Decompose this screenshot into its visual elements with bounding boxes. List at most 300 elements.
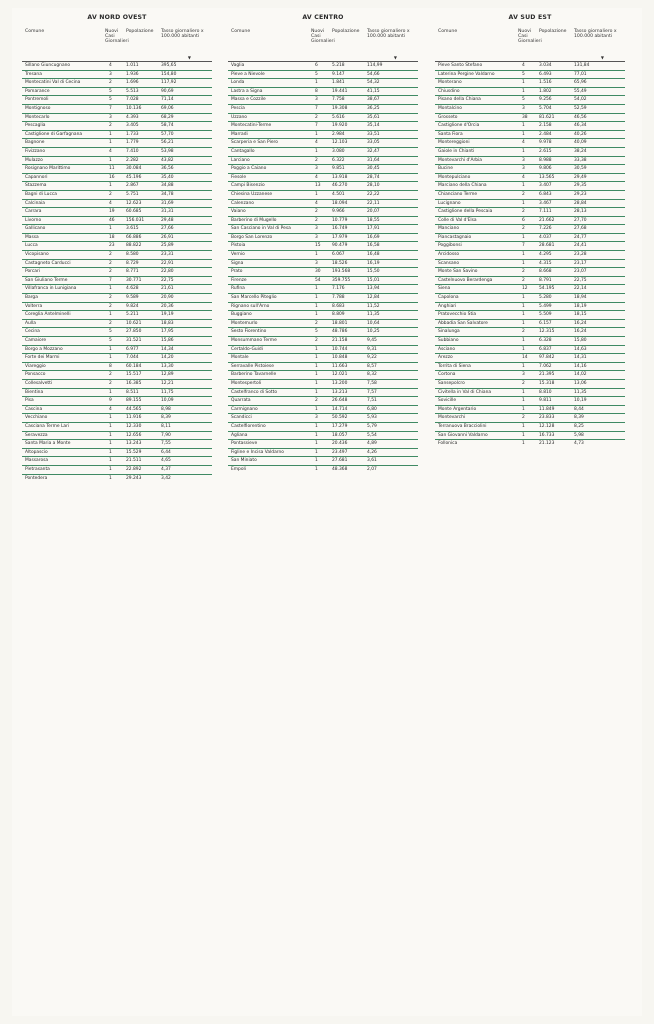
header-nuovi-casi[interactable]: Nuovi Casi Giornalieri xyxy=(105,29,129,45)
cell-tasso: 13,06 xyxy=(574,380,587,386)
cell-tasso: 90,69 xyxy=(161,88,174,94)
cell-comune: Torrita di Siena xyxy=(438,363,471,369)
cell-tasso: 4,26 xyxy=(367,449,377,455)
cell-nuovi-casi: 1 xyxy=(315,148,318,154)
table-row xyxy=(435,311,625,320)
cell-nuovi-casi: 5 xyxy=(109,97,112,103)
cell-popolazione: 4.315 xyxy=(539,260,552,266)
cell-comune: Sovicille xyxy=(438,398,457,404)
cell-tasso: 22,22 xyxy=(367,191,380,197)
cell-nuovi-casi: 1 xyxy=(522,123,525,129)
cell-popolazione: 27.850 xyxy=(126,329,142,335)
cell-tasso: 23,17 xyxy=(574,260,587,266)
cell-popolazione: 15.318 xyxy=(539,380,555,386)
table-row xyxy=(22,251,212,260)
table-row xyxy=(228,449,418,458)
header-nuovi-casi[interactable]: Nuovi Casi Giornalieri xyxy=(518,29,542,45)
table-row xyxy=(435,328,625,337)
table-header xyxy=(435,27,625,62)
cell-comune: Altopascio xyxy=(25,449,48,455)
cell-comune: Seravezza xyxy=(25,432,48,438)
cell-popolazione: 9.256 xyxy=(539,97,552,103)
cell-comune: Grosseto xyxy=(438,114,458,120)
cell-popolazione: 6.977 xyxy=(126,346,139,352)
cell-nuovi-casi: 23 xyxy=(109,243,115,249)
table-row xyxy=(228,371,418,380)
cell-comune: Empoli xyxy=(231,466,246,472)
cell-comune: Poggio a Caiano xyxy=(231,166,267,172)
cell-comune: Castelnuovo Berardenga xyxy=(438,277,493,283)
cell-tasso: 30,45 xyxy=(367,166,380,172)
cell-popolazione: 10.744 xyxy=(332,346,348,352)
cell-nuovi-casi: 2 xyxy=(109,295,112,301)
cell-tasso: 15,80 xyxy=(574,338,587,343)
cell-comune: Civitella in Val di Chiana xyxy=(438,389,492,395)
cell-tasso: 46,34 xyxy=(574,123,587,129)
cell-comune: Pontedera xyxy=(25,475,48,481)
cell-nuovi-casi: 2 xyxy=(315,338,318,343)
table-row xyxy=(435,406,625,415)
cell-nuovi-casi: 4 xyxy=(109,63,112,68)
cell-popolazione: 2.484 xyxy=(539,131,552,137)
cell-tasso: 56,21 xyxy=(161,140,174,146)
cell-comune: Pieve Santo Stefano xyxy=(438,63,483,68)
cell-tasso: 13,30 xyxy=(161,363,174,369)
header-popolazione[interactable]: Popolazione xyxy=(126,29,154,34)
cell-tasso: 31,69 xyxy=(161,200,174,206)
cell-tasso: 54,32 xyxy=(367,80,380,86)
cell-popolazione: 5.280 xyxy=(539,295,552,301)
cell-nuovi-casi: 1 xyxy=(315,295,318,301)
table-row xyxy=(228,260,418,269)
cell-tasso: 7,57 xyxy=(367,389,377,395)
header-nuovi-casi[interactable]: Nuovi Casi Giornalieri xyxy=(311,29,335,45)
cell-nuovi-casi: 1 xyxy=(109,466,112,472)
cell-nuovi-casi: 1 xyxy=(522,303,525,309)
cell-tasso: 32,47 xyxy=(367,148,380,154)
cell-tasso: 12,89 xyxy=(161,372,174,378)
table-row xyxy=(435,389,625,398)
cell-comune: Pescaglia xyxy=(25,123,46,129)
cell-comune: Abbadia San Salvatore xyxy=(438,320,488,326)
cell-nuovi-casi: 5 xyxy=(315,329,318,335)
table-row xyxy=(228,148,418,157)
cell-tasso: 7,58 xyxy=(367,380,377,386)
cell-comune: Montecarlo xyxy=(25,114,50,120)
cell-popolazione: 10.848 xyxy=(332,355,348,361)
cell-tasso: 14,34 xyxy=(161,346,174,352)
cell-tasso: 7,90 xyxy=(161,432,171,438)
cell-tasso: 23,31 xyxy=(161,252,174,258)
cell-nuovi-casi: 2 xyxy=(109,123,112,129)
cell-tasso: 27,68 xyxy=(574,226,587,232)
cell-popolazione: 4.501 xyxy=(332,191,345,197)
cell-tasso: 5,54 xyxy=(367,432,377,438)
cell-nuovi-casi: 1 xyxy=(109,415,112,421)
table-row xyxy=(435,432,625,441)
cell-nuovi-casi: 1 xyxy=(315,458,318,464)
cell-tasso: 10,09 xyxy=(161,398,174,404)
cell-nuovi-casi: 1 xyxy=(315,380,318,386)
cell-comune: Larciano xyxy=(231,157,250,163)
cell-popolazione: 18.094 xyxy=(332,200,348,206)
table-row xyxy=(435,105,625,114)
cell-tasso: 10,25 xyxy=(367,329,380,335)
cell-popolazione: 12.021 xyxy=(332,372,348,378)
cell-tasso: 29,49 xyxy=(574,174,587,180)
table-row xyxy=(22,432,212,441)
cell-popolazione: 14.714 xyxy=(332,406,348,412)
cell-tasso: 16,24 xyxy=(574,329,587,335)
cell-comune: Bientina xyxy=(25,389,44,395)
cell-nuovi-casi: 6 xyxy=(315,63,318,68)
cell-tasso: 33,51 xyxy=(367,131,380,137)
cell-comune: Montevarchi d'Arbia xyxy=(438,157,482,163)
cell-tasso: 14,20 xyxy=(161,355,174,361)
cell-nuovi-casi: 2 xyxy=(522,191,525,197)
cell-popolazione: 193.568 xyxy=(332,269,351,275)
cell-nuovi-casi: 2 xyxy=(315,157,318,163)
table-row xyxy=(228,457,418,466)
cell-tasso: 16,58 xyxy=(367,243,380,249)
sort-desc-icon[interactable]: ▼ xyxy=(393,54,397,60)
cell-popolazione: 21.662 xyxy=(539,217,555,223)
cell-nuovi-casi: 2 xyxy=(315,217,318,223)
header-comune[interactable]: Comune xyxy=(231,29,251,34)
cell-comune: Borgo a Mozzano xyxy=(25,346,63,352)
cell-comune: Firenze xyxy=(231,277,247,283)
cell-popolazione: 16.385 xyxy=(126,380,142,386)
cell-nuovi-casi: 1 xyxy=(522,363,525,369)
cell-comune: Lastra a Signa xyxy=(231,88,263,94)
cell-comune: Uzzano xyxy=(231,114,247,120)
cell-nuovi-casi: 1 xyxy=(315,131,318,137)
cell-comune: Livorno xyxy=(25,217,42,223)
cell-nuovi-casi: 2 xyxy=(522,380,525,386)
table-row xyxy=(435,191,625,200)
cell-nuovi-casi: 5 xyxy=(109,338,112,343)
cell-popolazione: 4.628 xyxy=(126,286,139,292)
cell-comune: Prato xyxy=(231,269,243,275)
cell-tasso: 16,69 xyxy=(367,234,380,240)
cell-tasso: 35,14 xyxy=(367,123,380,129)
table-row xyxy=(435,200,625,209)
table-row xyxy=(228,337,418,346)
cell-tasso: 28,84 xyxy=(574,200,587,206)
cell-tasso: 154,80 xyxy=(161,71,177,77)
cell-popolazione: 54.195 xyxy=(539,286,555,292)
cell-comune: Tresana xyxy=(25,71,42,77)
table-row xyxy=(435,354,625,363)
cell-popolazione: 13.213 xyxy=(332,389,348,395)
cell-comune: Villafranca in Lunigiana xyxy=(25,286,77,292)
cell-comune: Bagni di Lucca xyxy=(25,191,57,197)
cell-nuovi-casi: 2 xyxy=(109,252,112,258)
table-body xyxy=(435,62,625,448)
cell-popolazione: 7.758 xyxy=(332,97,345,103)
cell-nuovi-casi: 5 xyxy=(522,97,525,103)
cell-popolazione: 1.779 xyxy=(126,140,139,146)
cell-tasso: 36,56 xyxy=(161,166,174,172)
cell-comune: Santa Fiora xyxy=(438,131,463,137)
cell-popolazione: 18.057 xyxy=(332,432,348,438)
cell-nuovi-casi: 5 xyxy=(522,71,525,77)
cell-tasso: 35,61 xyxy=(367,114,380,120)
cell-popolazione: 3.080 xyxy=(332,148,345,154)
cell-popolazione: 97.842 xyxy=(539,355,555,361)
cell-popolazione: 6.493 xyxy=(539,71,552,77)
header-popolazione[interactable]: Popolazione xyxy=(332,29,360,34)
cell-comune: Montale xyxy=(231,355,249,361)
header-tasso[interactable]: Tasso giornaliero x 100.000 abitanti xyxy=(161,29,204,40)
cell-popolazione: 4.295 xyxy=(539,252,552,258)
cell-popolazione: 1.011 xyxy=(126,63,139,68)
cell-nuovi-casi: 7 xyxy=(109,277,112,283)
cell-comune: Serravalle Pistoiese xyxy=(231,363,274,369)
cell-comune: Poggibonsi xyxy=(438,243,462,249)
cell-popolazione: 1.802 xyxy=(539,88,552,94)
cell-popolazione: 21.123 xyxy=(539,441,555,447)
cell-comune: Massa xyxy=(25,234,39,240)
cell-tasso: 9,31 xyxy=(367,346,377,352)
cell-comune: Lucignano xyxy=(438,200,461,206)
table-row xyxy=(228,114,418,123)
table-row xyxy=(22,389,212,398)
cell-popolazione: 1.696 xyxy=(126,80,139,86)
cell-nuovi-casi: 15 xyxy=(315,243,321,249)
cell-comune: Scansano xyxy=(438,260,460,266)
cell-comune: Sillano Giuncugnano xyxy=(25,63,71,68)
cell-tasso: 8,11 xyxy=(161,423,171,429)
cell-popolazione: 27.681 xyxy=(332,458,348,464)
cell-comune: Calenzano xyxy=(231,200,254,206)
cell-popolazione: 7.410 xyxy=(126,148,139,154)
table-row xyxy=(228,157,418,166)
header-tasso[interactable]: Tasso giornaliero x 100.000 abitanti xyxy=(367,29,410,40)
cell-popolazione: 6.322 xyxy=(332,157,345,163)
cell-popolazione: 10.779 xyxy=(332,217,348,223)
table-row xyxy=(228,208,418,217)
cell-tasso: 29,23 xyxy=(574,191,587,197)
cell-comune: Montignoso xyxy=(25,105,51,111)
cell-tasso: 14,63 xyxy=(574,346,587,352)
cell-nuovi-casi: 3 xyxy=(522,157,525,163)
header-tasso[interactable]: Tasso giornaliero x 100.000 abitanti xyxy=(574,29,617,40)
header-popolazione[interactable]: Popolazione xyxy=(539,29,567,34)
table-row xyxy=(435,363,625,372)
cell-comune: Montecatini Val di Cecina xyxy=(25,80,81,86)
cell-tasso: 22,11 xyxy=(367,200,380,206)
cell-comune: Rosignano Marittimo xyxy=(25,166,71,172)
cell-popolazione: 2.282 xyxy=(126,157,139,163)
sort-desc-icon[interactable]: ▼ xyxy=(187,54,191,60)
cell-popolazione: 12.330 xyxy=(126,423,142,429)
cell-comune: Signa xyxy=(231,260,244,266)
cell-nuovi-casi: 18 xyxy=(109,234,115,240)
cell-tasso: 30,59 xyxy=(574,166,587,172)
cell-tasso: 10,64 xyxy=(367,320,380,326)
table-row xyxy=(228,432,418,441)
cell-popolazione: 12.315 xyxy=(539,329,555,335)
cell-nuovi-casi: 4 xyxy=(522,174,525,180)
cell-popolazione: 3.034 xyxy=(539,63,552,68)
cell-nuovi-casi: 1 xyxy=(315,389,318,395)
cell-comune: Follonica xyxy=(438,441,458,447)
cell-comune: Siena xyxy=(438,286,451,292)
cell-popolazione: 7.176 xyxy=(332,286,345,292)
table-row xyxy=(435,242,625,251)
cell-tasso: 33,38 xyxy=(574,157,587,163)
table-row xyxy=(22,320,212,329)
cell-popolazione: 8.683 xyxy=(332,303,345,309)
cell-comune: Arezzo xyxy=(438,355,453,361)
cell-tasso: 8,39 xyxy=(161,415,171,421)
cell-tasso: 34,78 xyxy=(161,191,174,197)
cell-nuovi-casi: 1 xyxy=(522,88,525,94)
cell-nuovi-casi: 3 xyxy=(109,114,112,120)
cell-popolazione: 13.200 xyxy=(332,380,348,386)
cell-comune: Montespertoli xyxy=(231,380,262,386)
cell-comune: Carrara xyxy=(25,209,42,215)
table-row xyxy=(435,346,625,355)
cell-popolazione: 8.988 xyxy=(539,157,552,163)
cell-comune: Lucca xyxy=(25,243,38,249)
table-row xyxy=(228,311,418,320)
cell-nuovi-casi: 1 xyxy=(315,346,318,352)
cell-nuovi-casi: 4 xyxy=(315,140,318,146)
cell-tasso: 3,61 xyxy=(367,458,377,464)
cell-comune: Bucine xyxy=(438,166,453,172)
cell-comune: Bagnone xyxy=(25,140,45,146)
cell-popolazione: 12.623 xyxy=(126,200,142,206)
cell-tasso: 58,74 xyxy=(161,123,174,129)
cell-nuovi-casi: 2 xyxy=(109,191,112,197)
cell-tasso: 3,42 xyxy=(161,475,171,481)
cell-tasso: 12,84 xyxy=(367,295,380,301)
table-row xyxy=(435,71,625,80)
cell-comune: Montemurlo xyxy=(231,320,258,326)
table-row xyxy=(22,139,212,148)
cell-tasso: 11,75 xyxy=(161,389,174,395)
cell-tasso: 24,41 xyxy=(574,243,587,249)
cell-tasso: 22,14 xyxy=(574,286,587,292)
table-row xyxy=(22,79,212,88)
cell-tasso: 12,21 xyxy=(161,380,174,386)
cell-tasso: 35,40 xyxy=(161,174,174,180)
table-body xyxy=(228,62,418,474)
cell-tasso: 77,01 xyxy=(574,71,587,77)
cell-comune: Castiglione di Garfagnana xyxy=(25,131,83,137)
cell-tasso: 8,25 xyxy=(574,423,584,429)
cell-comune: Ponsacco xyxy=(25,372,46,378)
cell-comune: Subbiano xyxy=(438,338,459,343)
table-row xyxy=(22,122,212,131)
cell-tasso: 38,67 xyxy=(367,97,380,103)
cell-tasso: 14,16 xyxy=(574,363,587,369)
cell-nuovi-casi: 3 xyxy=(522,372,525,378)
cell-popolazione: 6.328 xyxy=(539,338,552,343)
cell-nuovi-casi: 2 xyxy=(522,226,525,232)
table-row xyxy=(22,225,212,234)
cell-nuovi-casi: 3 xyxy=(109,71,112,77)
cell-tasso: 29,48 xyxy=(161,217,174,223)
table-row xyxy=(228,277,418,286)
table-row xyxy=(22,157,212,166)
cell-tasso: 8,57 xyxy=(367,363,377,369)
cell-tasso: 7,55 xyxy=(161,441,171,447)
cell-nuovi-casi: 1 xyxy=(109,475,112,481)
cell-comune: Certaldo-Guidi xyxy=(231,346,263,352)
cell-nuovi-casi: 3 xyxy=(315,226,318,232)
table-row xyxy=(435,303,625,312)
cell-nuovi-casi: 4 xyxy=(315,200,318,206)
cell-tasso: 38,24 xyxy=(574,148,587,154)
cell-comune: San Miniato xyxy=(231,458,257,464)
cell-popolazione: 6.157 xyxy=(539,320,552,326)
cell-nuovi-casi: 14 xyxy=(522,355,528,361)
table-row xyxy=(228,165,418,174)
table-row xyxy=(435,225,625,234)
table-row xyxy=(228,96,418,105)
header-comune[interactable]: Comune xyxy=(438,29,458,34)
cell-popolazione: 23.833 xyxy=(539,415,555,421)
cell-popolazione: 6.067 xyxy=(332,252,345,258)
cell-nuovi-casi: 7 xyxy=(315,123,318,129)
table-row xyxy=(22,294,212,303)
cell-comune: Barberino di Mugello xyxy=(231,217,277,223)
table-row xyxy=(22,260,212,269)
cell-tasso: 40,26 xyxy=(574,131,587,137)
table-row xyxy=(228,389,418,398)
cell-tasso: 9,22 xyxy=(367,355,377,361)
table-row xyxy=(22,371,212,380)
table-row xyxy=(228,294,418,303)
cell-nuovi-casi: 7 xyxy=(109,105,112,111)
cell-comune: Montepulciano xyxy=(438,174,471,180)
cell-nuovi-casi: 1 xyxy=(522,200,525,206)
header-comune[interactable]: Comune xyxy=(25,29,45,34)
cell-popolazione: 7.788 xyxy=(332,295,345,301)
table-row xyxy=(435,165,625,174)
table-row xyxy=(22,414,212,423)
cell-nuovi-casi: 3 xyxy=(315,234,318,240)
cell-popolazione: 10.136 xyxy=(126,105,142,111)
cell-popolazione: 6.837 xyxy=(539,346,552,352)
cell-comune: Castelfiorentino xyxy=(231,423,266,429)
cell-popolazione: 1.936 xyxy=(126,71,139,77)
cell-popolazione: 9.147 xyxy=(332,71,345,77)
table-row xyxy=(435,208,625,217)
cell-tasso: 5,98 xyxy=(574,432,584,438)
cell-popolazione: 30.084 xyxy=(126,166,142,172)
cell-comune: Stazzema xyxy=(25,183,47,189)
cell-nuovi-casi: 1 xyxy=(109,449,112,455)
cell-popolazione: 7.226 xyxy=(539,226,552,232)
cell-popolazione: 21.511 xyxy=(126,458,142,464)
table-row xyxy=(435,174,625,183)
cell-popolazione: 2.615 xyxy=(539,148,552,154)
cell-tasso: 11,52 xyxy=(367,303,380,309)
cell-comune: Londa xyxy=(231,80,245,86)
table-row xyxy=(22,346,212,355)
cell-popolazione: 19.441 xyxy=(332,88,348,94)
table-row xyxy=(435,234,625,243)
sort-desc-icon[interactable]: ▼ xyxy=(600,54,604,60)
cell-comune: Cascina xyxy=(25,406,43,412)
table-row xyxy=(435,285,625,294)
table-row xyxy=(435,260,625,269)
cell-tasso: 43,82 xyxy=(161,157,174,163)
